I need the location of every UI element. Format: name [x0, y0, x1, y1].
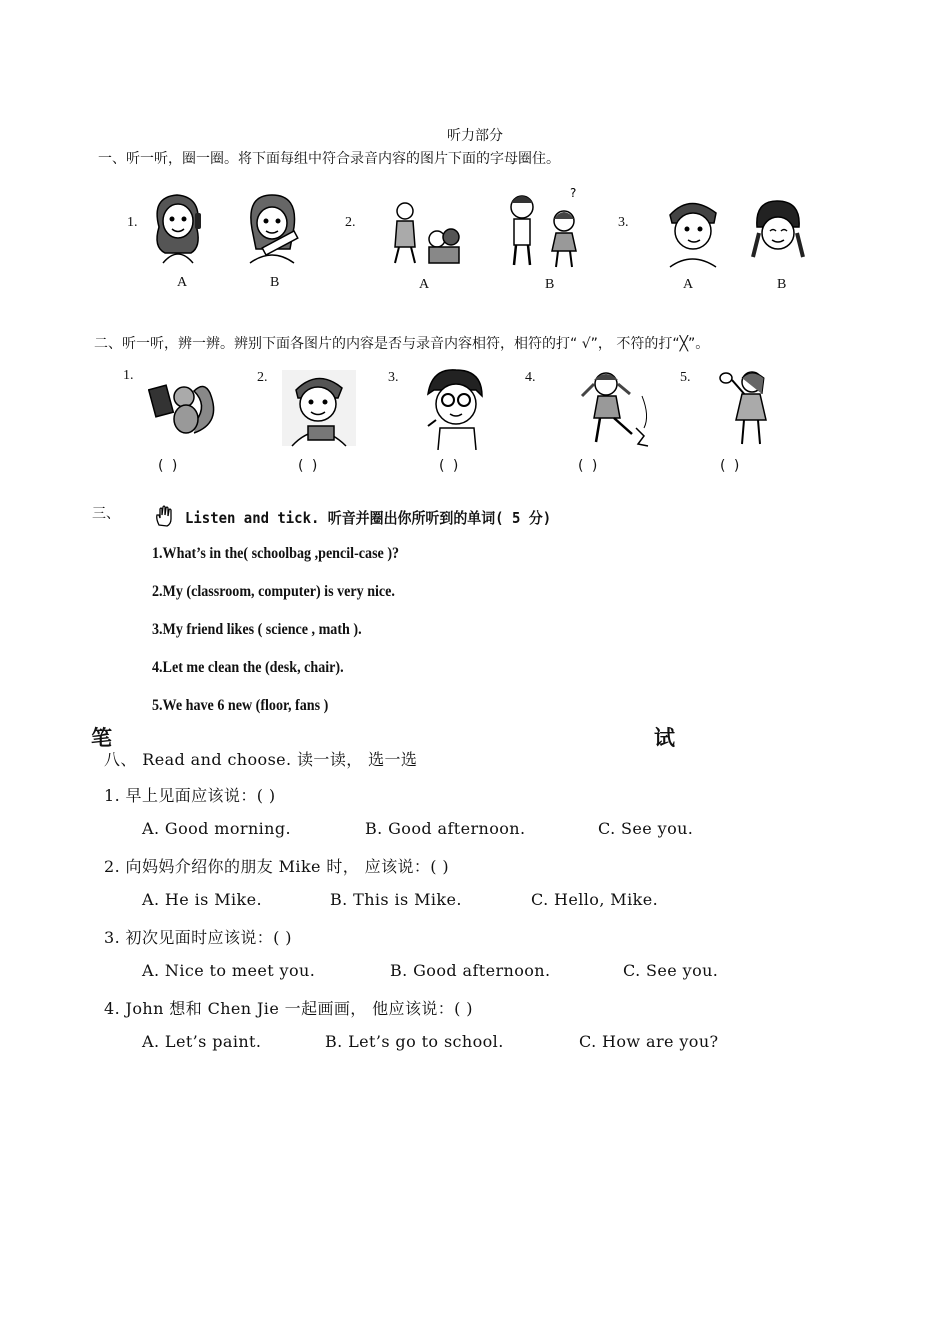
- q1-option-a[interactable]: A. Good morning.: [142, 819, 292, 838]
- q2-option-a[interactable]: A. He is Mike.: [142, 890, 262, 909]
- s3-line-1: 1.What’s in the( schoolbag ,pencil-case )?: [152, 545, 400, 562]
- s1-group1-number: 1.: [127, 215, 138, 230]
- q2-option-b[interactable]: B. This is Mike.: [330, 890, 462, 909]
- boy-pencil-case-picture: [280, 368, 358, 448]
- s2-item3-answer-blank[interactable]: ( ): [439, 458, 461, 474]
- s2-item4-answer-blank[interactable]: ( ): [578, 458, 600, 474]
- q1-option-b[interactable]: B. Good afternoon.: [365, 819, 526, 838]
- boy-face-picture: [660, 193, 725, 268]
- q4-option-a[interactable]: A. Let’s paint.: [142, 1032, 262, 1051]
- s2-item2-number: 2.: [257, 370, 268, 385]
- s2-item2-answer-blank[interactable]: ( ): [298, 458, 320, 474]
- page-title: 听力部分: [447, 128, 503, 144]
- s3-line-5: 5.We have 6 new (floor, fans ): [152, 697, 329, 714]
- question-2: 2. 向妈妈介绍你的朋友 Mike 时， 应该说：( ): [104, 857, 450, 876]
- hand-icon: [154, 505, 176, 527]
- s2-item5-number: 5.: [680, 370, 691, 385]
- squirrel-book-picture: [148, 375, 223, 437]
- s1-group3-option-b: B: [777, 277, 787, 292]
- section8-heading: 八、 Read and choose. 读一读， 选一选: [104, 750, 418, 769]
- question-4: 4. John 想和 Chen Jie 一起画画， 他应该说：( ): [104, 999, 473, 1018]
- s3-line-4: 4.Let me clean the (desk, chair).: [152, 659, 344, 676]
- q3-option-b[interactable]: B. Good afternoon.: [390, 961, 551, 980]
- question-3: 3. 初次见面时应该说：( ): [104, 928, 292, 947]
- section2-instruction: 二、听一听，辨一辨。辨别下面各图片的内容是否与录音内容相符，相符的打“ √”， 不符的打“╳”。: [94, 336, 710, 352]
- s2-item1-answer-blank[interactable]: ( ): [158, 458, 180, 474]
- girl-phone-picture: [145, 187, 210, 265]
- girl-kicking-picture: [560, 366, 655, 452]
- s1-group3-number: 3.: [618, 215, 629, 230]
- s1-group1-option-a: A: [177, 275, 188, 290]
- svg-text:?: ?: [570, 186, 577, 200]
- written-title-left: 笔: [91, 726, 112, 750]
- section1-instruction: 一、听一听，圈一圈。将下面每组中符合录音内容的图片下面的字母圈住。: [98, 151, 560, 167]
- section3-heading: Listen and tick. 听音并圈出你所听到的单词( 5 分): [185, 509, 552, 527]
- s1-group2-option-a: A: [419, 277, 430, 292]
- q4-option-b[interactable]: B. Let’s go to school.: [325, 1032, 504, 1051]
- q4-option-c[interactable]: C. How are you?: [579, 1032, 719, 1051]
- boy-girl-picture: [500, 185, 590, 271]
- s2-item4-number: 4.: [525, 370, 536, 385]
- girl-braids-picture: [745, 193, 810, 268]
- girl-waving-picture: [712, 366, 777, 450]
- teacher-children-picture: [385, 197, 465, 269]
- q1-option-c[interactable]: C. See you.: [598, 819, 694, 838]
- written-title-right: 试: [654, 726, 675, 750]
- s2-item1-number: 1.: [123, 368, 134, 383]
- q3-option-a[interactable]: A. Nice to meet you.: [142, 961, 316, 980]
- s1-group1-option-b: B: [270, 275, 280, 290]
- s1-group3-option-a: A: [683, 277, 694, 292]
- s2-item3-number: 3.: [388, 370, 399, 385]
- boy-glasses-picture: [420, 366, 492, 450]
- q3-option-c[interactable]: C. See you.: [623, 961, 719, 980]
- s3-line-2: 2.My (classroom, computer) is very nice.: [152, 583, 395, 600]
- s1-group2-number: 2.: [345, 215, 356, 230]
- girl-ruler-picture: [240, 187, 305, 265]
- section3-label: 三、: [92, 506, 120, 522]
- s3-line-3: 3.My friend likes ( science , math ).: [152, 621, 362, 638]
- q2-option-c[interactable]: C. Hello, Mike.: [531, 890, 659, 909]
- s1-group2-option-b: B: [545, 277, 555, 292]
- question-1: 1. 早上见面应该说：( ): [104, 786, 276, 805]
- s2-item5-answer-blank[interactable]: ( ): [720, 458, 742, 474]
